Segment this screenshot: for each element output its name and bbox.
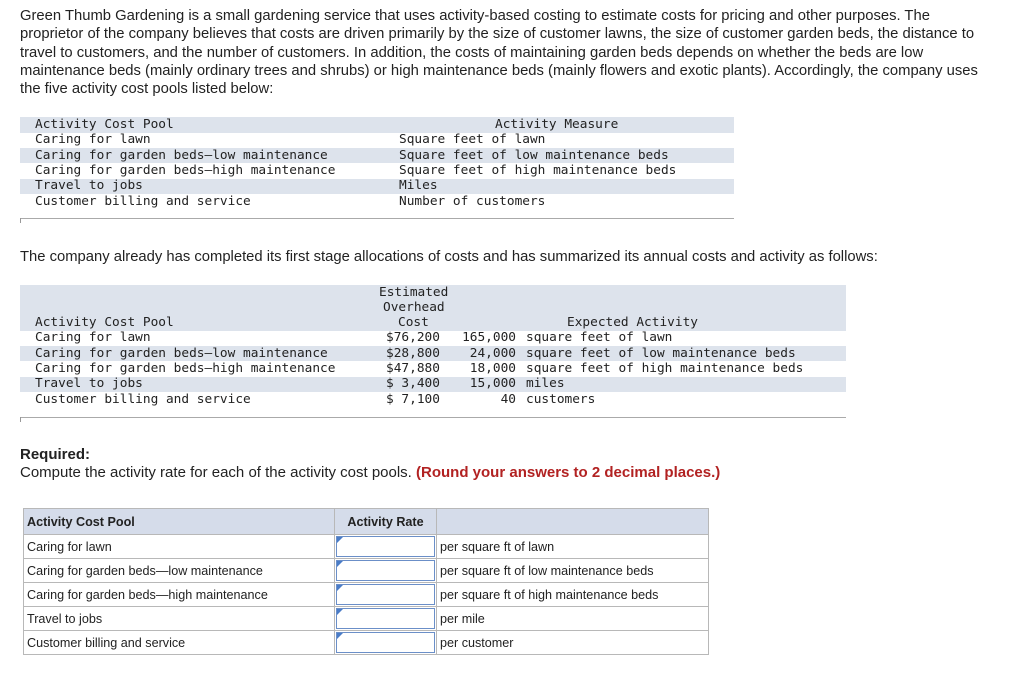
table2-header-cost: Overhead xyxy=(383,300,445,315)
required-text: Compute the activity rate for each of the activity cost pools. xyxy=(20,464,412,481)
table1-pool: Caring for garden beds–low maintenance xyxy=(35,148,328,163)
activity-rate-input-lawn[interactable] xyxy=(336,536,435,557)
intro-paragraph: Green Thumb Gardening is a small gardening service that uses activity-based costing to estimate costs for pricing and other purposes. The proprietor of the company believes that costs are driven primarily by the size of customer lawns, the size of customer garden beds, the distance to travel to customers, and the number of customers. In addition, the costs of maintaining garden beds depends on whether the beds are low maintenance beds (mainly ordinary trees and shrubs) or high maintenance beds (mainly flowers and exotic plants). Accordingly, the company uses the five activity cost pools listed below: xyxy=(20,8,978,98)
table1-pool: Caring for garden beds–high maintenance xyxy=(35,163,336,178)
answer-pool: Caring for garden beds—low maintenance xyxy=(24,559,335,583)
table2-unit: square feet of lawn xyxy=(526,330,673,345)
table1-measure: Square feet of high maintenance beds xyxy=(399,163,677,178)
answer-table xyxy=(23,508,709,655)
table2-cost: $ 7,100 xyxy=(386,392,440,407)
table2-header-activity: Expected Activity xyxy=(567,315,698,330)
table1-measure: Square feet of low maintenance beds xyxy=(399,148,669,163)
table1-measure: Miles xyxy=(399,178,438,193)
activity-rate-input-high-maintenance[interactable] xyxy=(336,584,435,605)
answer-unit: per customer xyxy=(437,631,709,655)
table2-pool: Travel to jobs xyxy=(35,376,143,391)
table2-bottom-rule xyxy=(20,417,846,418)
table2-pool: Caring for garden beds–high maintenance xyxy=(35,361,336,376)
table2-unit: miles xyxy=(526,376,565,391)
table2-pool: Caring for lawn xyxy=(35,330,151,345)
answer-table-header xyxy=(24,509,709,535)
answer-unit: per mile xyxy=(437,607,709,631)
rounding-note: (Round your answers to 2 decimal places.) xyxy=(416,464,721,481)
table1-header-measure: Activity Measure xyxy=(495,117,619,132)
table-row xyxy=(24,583,709,607)
table2-cost: $ 3,400 xyxy=(386,376,440,391)
table-row xyxy=(24,535,709,559)
activity-rate-cell xyxy=(335,607,437,631)
activity-rate-input-low-maintenance[interactable] xyxy=(336,560,435,581)
answer-header-rate: Activity Rate xyxy=(335,509,437,535)
table1-header-pool: Activity Cost Pool xyxy=(35,117,174,132)
table2-unit: customers xyxy=(526,392,596,407)
table2-header-pool: Activity Cost Pool xyxy=(35,315,174,330)
required-instruction xyxy=(20,464,720,481)
table2-qty: 18,000 xyxy=(469,361,516,376)
answer-pool: Caring for garden beds—high maintenance xyxy=(24,583,335,607)
table2-qty: 24,000 xyxy=(469,346,516,361)
table2-qty: 165,000 xyxy=(462,330,516,345)
activity-rate-cell xyxy=(335,583,437,607)
answer-pool: Caring for lawn xyxy=(24,535,335,559)
table2-unit: square feet of high maintenance beds xyxy=(526,361,804,376)
table2-unit: square feet of low maintenance beds xyxy=(526,346,796,361)
table2-cost: $47,880 xyxy=(386,361,440,376)
activity-rate-cell xyxy=(335,535,437,559)
activity-rate-cell xyxy=(335,559,437,583)
table-row xyxy=(24,631,709,655)
activity-rate-input-billing[interactable] xyxy=(336,632,435,653)
table1-pool: Travel to jobs xyxy=(35,178,143,193)
table1-measure: Square feet of lawn xyxy=(399,132,546,147)
answer-unit: per square ft of lawn xyxy=(437,535,709,559)
answer-pool: Customer billing and service xyxy=(24,631,335,655)
table2-qty: 40 xyxy=(500,392,516,407)
table2-header-cost: Estimated xyxy=(379,285,449,300)
table1-pool: Caring for lawn xyxy=(35,132,151,147)
table2-qty: 15,000 xyxy=(469,376,516,391)
answer-header-unit xyxy=(437,509,709,535)
table-row xyxy=(24,607,709,631)
table2-header-cost: Cost xyxy=(398,315,429,330)
table2-pool: Caring for garden beds–low maintenance xyxy=(35,346,328,361)
required-heading: Required: xyxy=(20,446,91,463)
activity-rate-input-travel[interactable] xyxy=(336,608,435,629)
table2-cost: $28,800 xyxy=(386,346,440,361)
table1-rule-tick xyxy=(20,218,21,223)
table2-rule-tick xyxy=(20,417,21,422)
activity-rate-cell xyxy=(335,631,437,655)
answer-unit: per square ft of low maintenance beds xyxy=(437,559,709,583)
table2-pool: Customer billing and service xyxy=(35,392,251,407)
summary-sentence: The company already has completed its first stage allocations of costs and has summarized its annual costs and activity as follows: xyxy=(20,249,878,265)
table1-bottom-rule xyxy=(20,218,734,219)
table-row xyxy=(24,559,709,583)
answer-unit: per square ft of high maintenance beds xyxy=(437,583,709,607)
table1-measure: Number of customers xyxy=(399,194,546,209)
answer-header-pool: Activity Cost Pool xyxy=(24,509,335,535)
table2-cost: $76,200 xyxy=(386,330,440,345)
table1-pool: Customer billing and service xyxy=(35,194,251,209)
answer-pool: Travel to jobs xyxy=(24,607,335,631)
